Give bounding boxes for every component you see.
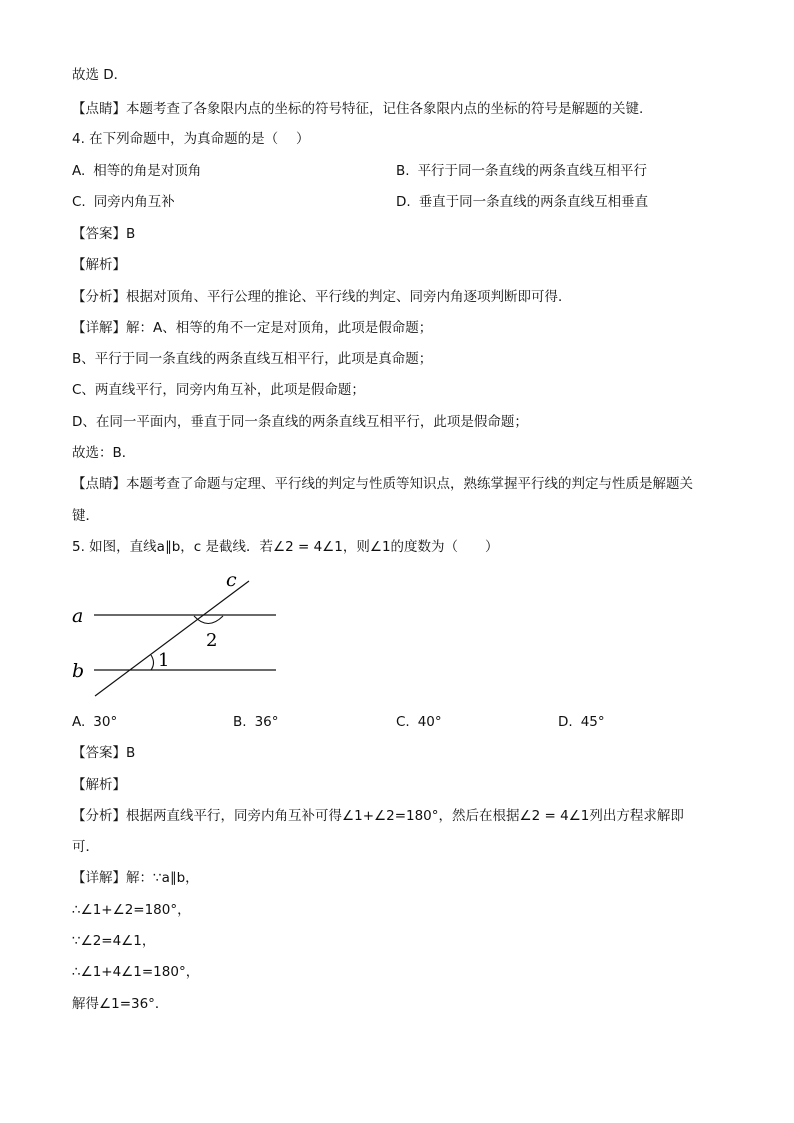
option-key: C. — [396, 714, 410, 730]
option-text: 平行于同一条直线的两条直线互相平行 — [417, 163, 648, 179]
option-key: B. — [396, 163, 410, 179]
option-text: 垂直于同一条直线的两条直线互相垂直 — [418, 194, 649, 210]
option-text: 同旁内角互补 — [93, 194, 175, 210]
q4-option-d — [396, 193, 648, 211]
option-key: A. — [72, 163, 86, 179]
label-angle-1: 1 — [158, 650, 170, 671]
transversal-c — [95, 581, 249, 696]
option-key: C. — [72, 194, 86, 210]
parallel-lines-figure — [66, 566, 286, 706]
question-4-stem: 4. 在下列命题中，为真命题的是（ ） — [72, 131, 310, 147]
q4-option-b — [396, 162, 647, 180]
q5-option-a — [72, 713, 117, 731]
question-5-stem: 5. 如图，直线a∥b，c 是截线．若∠2 = 4∠1，则∠1的度数为（ ） — [72, 539, 499, 555]
option-text: 45° — [580, 714, 605, 730]
detail-line: ∴∠1+4∠1=180°， — [72, 964, 200, 980]
option-key: B. — [233, 714, 247, 730]
option-text: 40° — [417, 714, 442, 730]
analysis-label: 【解析】 — [72, 257, 126, 273]
option-key: D. — [558, 714, 573, 730]
angle-2-arc — [194, 616, 223, 624]
option-text: 30° — [93, 714, 118, 730]
angle-1-arc — [151, 655, 154, 670]
detail-line: ∴∠1+∠2=180°， — [72, 902, 191, 918]
text-line: 故选 D． — [72, 67, 128, 83]
analysis-line: 【分析】根据两直线平行，同旁内角互补可得∠1+∠2=180°，然后在根据∠2 = 4∠1列出方程求解即 — [72, 808, 684, 824]
option-text: 相等的角是对顶角 — [93, 163, 202, 179]
comment-line: 【点睛】本题考查了各象限内点的坐标的符号特征，记住各象限内点的坐标的符号是解题的关键. — [72, 101, 644, 117]
detail-line: B、平行于同一条直线的两条直线互相平行，此项是真命题； — [72, 351, 433, 367]
detail-line: 解得∠1=36°． — [72, 996, 169, 1012]
q4-option-c — [72, 193, 175, 211]
detail-line: D、在同一平面内，垂直于同一条直线的两条直线互相平行，此项是假命题； — [72, 414, 528, 430]
label-b: b — [72, 660, 85, 682]
label-c: c — [226, 569, 237, 591]
detail-line: C、两直线平行，同旁内角互补，此项是假命题； — [72, 382, 365, 398]
comment-line-continued: 键． — [72, 508, 99, 524]
label-a: a — [72, 605, 84, 627]
comment-line: 【点睛】本题考查了命题与定理、平行线的判定与性质等知识点，熟练掌握平行线的判定与性质是解题关 — [72, 476, 693, 492]
option-key: A. — [72, 714, 86, 730]
analysis-label: 【解析】 — [72, 777, 126, 793]
q5-option-c — [396, 713, 442, 731]
detail-line: ∵∠2=4∠1， — [72, 933, 156, 949]
q4-option-a — [72, 162, 201, 180]
q5-option-b — [233, 713, 279, 731]
label-angle-2: 2 — [206, 630, 218, 651]
choice-line: 故选：B． — [72, 445, 136, 461]
detail-line: 【详解】解：∵a∥b， — [72, 870, 199, 886]
answer-label: 【答案】B — [72, 745, 136, 761]
q5-option-d — [558, 713, 605, 731]
answer-label: 【答案】B — [72, 226, 136, 242]
analysis-line: 【分析】根据对顶角、平行公理的推论、平行线的判定、同旁内角逐项判断即可得． — [72, 289, 572, 305]
analysis-line-continued: 可． — [72, 839, 99, 855]
option-text: 36° — [254, 714, 279, 730]
detail-line: 【详解】解：A、相等的角不一定是对顶角，此项是假命题； — [72, 320, 433, 336]
option-key: D. — [396, 194, 411, 210]
